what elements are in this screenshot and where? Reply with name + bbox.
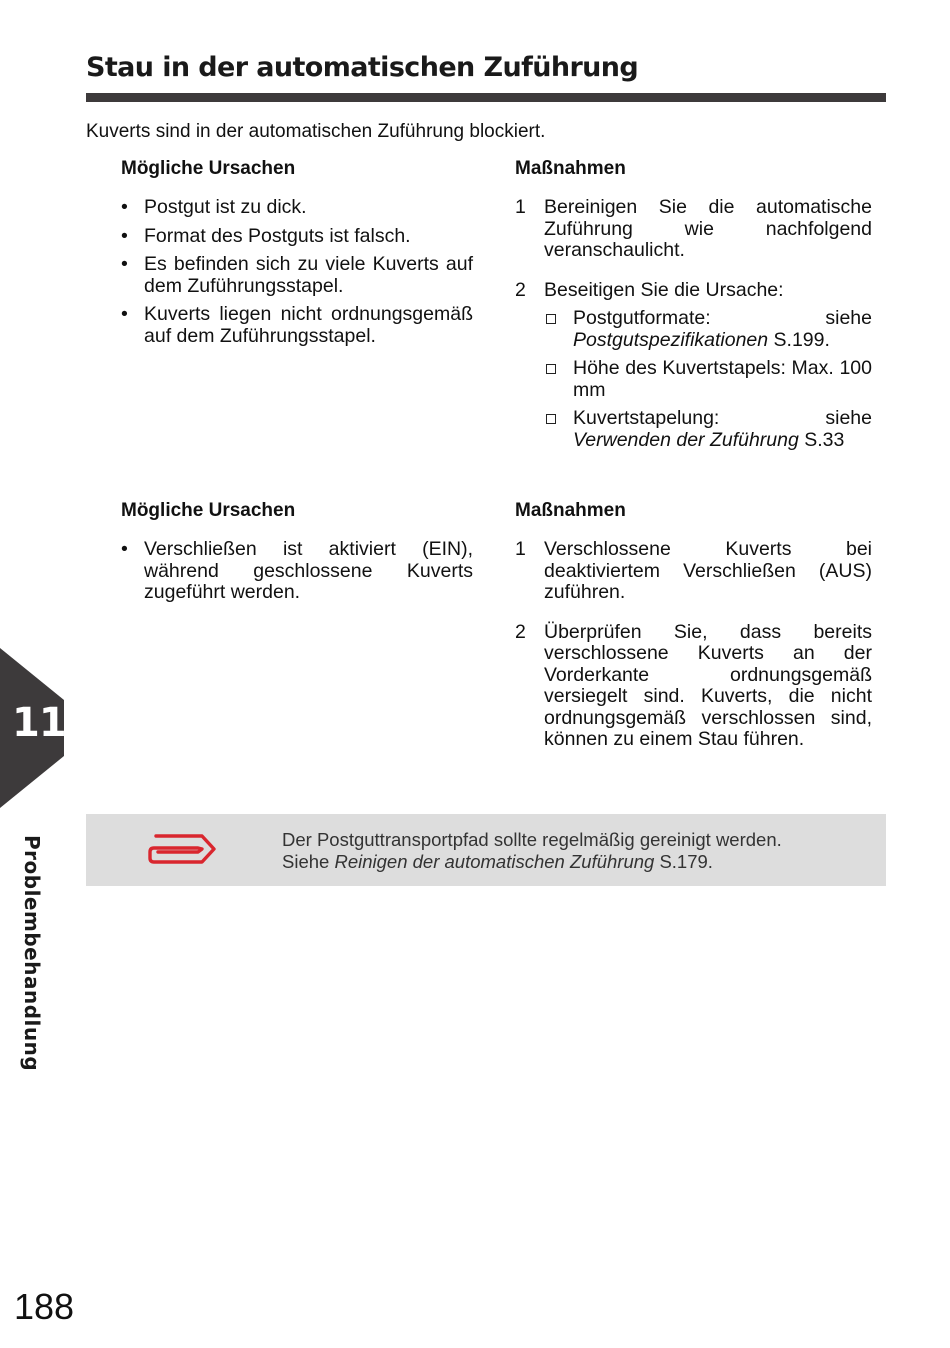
list-item: Kuvertstapelung: siehe Verwenden der Zuführung S.33 (544, 408, 872, 451)
actions-list-1-wrapper (515, 197, 872, 469)
chapter-side-label: Problembehandlung (20, 835, 44, 1072)
checkbox-square-icon (546, 364, 556, 374)
cross-reference-link[interactable]: Verwenden der Zuführung (573, 428, 799, 451)
list-item: 2 Überprüfen Sie, dass bereits verschlossene Kuverts an der Vorderkante ordnungsgemäß versiegelt sind. Kuverts, die nicht ordnungsgemäß verschlossen sind, können zu einem Stau führen. (515, 620, 872, 750)
checkbox-square-icon (546, 314, 556, 324)
causes-list-1-wrapper (121, 197, 473, 354)
list-item: Höhe des Kuvertstapels: Max. 100 mm (544, 358, 872, 401)
note-box (86, 814, 886, 886)
list-item: • Es befinden sich zu viele Kuverts auf dem Zuführungsstapel. (121, 253, 473, 297)
actions-list (515, 539, 872, 751)
sub-list (544, 308, 872, 451)
actions-list-2-wrapper (515, 539, 872, 769)
actions-column-2 (515, 500, 872, 522)
title-rule (86, 93, 886, 102)
page-title: Stau in der automatischen Zuführung (86, 52, 639, 83)
list-item: 2 Beseitigen Sie die Ursache: Postgutformate: siehe Postgutspezifikationen S.199. Höhe des Kuvertstapels: Max. 100 mm Kuvertstapelung: siehe Verwenden der Zuführung S.33 (515, 278, 872, 451)
checkbox-square-icon (546, 414, 556, 424)
list-item: Postgutformate: siehe Postgutspezifikationen S.199. (544, 308, 872, 351)
causes-heading: Mögliche Ursachen (121, 158, 296, 179)
causes-list (121, 539, 473, 604)
causes-list (121, 197, 473, 347)
paperclip-icon (148, 832, 218, 866)
list-item: • Format des Postguts ist falsch. (121, 224, 411, 247)
actions-heading: Maßnahmen (515, 158, 626, 179)
causes-list-2-wrapper (121, 539, 473, 611)
list-item: • Kuverts liegen nicht ordnungsgemäß auf dem Zuführungsstapel. (121, 303, 473, 347)
list-item: 1 Bereinigen Sie die automatische Zuführung wie nachfolgend veranschaulicht. (515, 196, 872, 261)
cross-reference-link[interactable]: Reinigen der automatischen Zuführung (334, 850, 655, 872)
actions-column-1 (515, 158, 872, 180)
actions-heading: Maßnahmen (515, 500, 626, 521)
note-text: Der Postguttransportpfad sollte regelmäßig gereinigt werden. Siehe Reinigen der automatischen Zuführung S.179. (282, 829, 782, 872)
causes-heading: Mögliche Ursachen (121, 500, 296, 521)
cross-reference-link[interactable]: Postgutspezifikationen (573, 328, 769, 351)
list-item: • Verschließen ist aktiviert (EIN), während geschlossene Kuverts zugeführt werden. (121, 538, 473, 603)
list-item: • Postgut ist zu dick. (121, 196, 307, 218)
list-item: 1 Verschlossene Kuverts bei deaktiviertem Verschließen (AUS) zuführen. (515, 538, 872, 603)
intro-text: Kuverts sind in der automatischen Zuführung blockiert. (86, 121, 546, 142)
page-number: 188 (14, 1286, 75, 1327)
actions-list (515, 197, 872, 451)
chapter-number: 11 (12, 700, 66, 746)
causes-column-2 (121, 500, 473, 522)
causes-column-1 (121, 158, 473, 197)
